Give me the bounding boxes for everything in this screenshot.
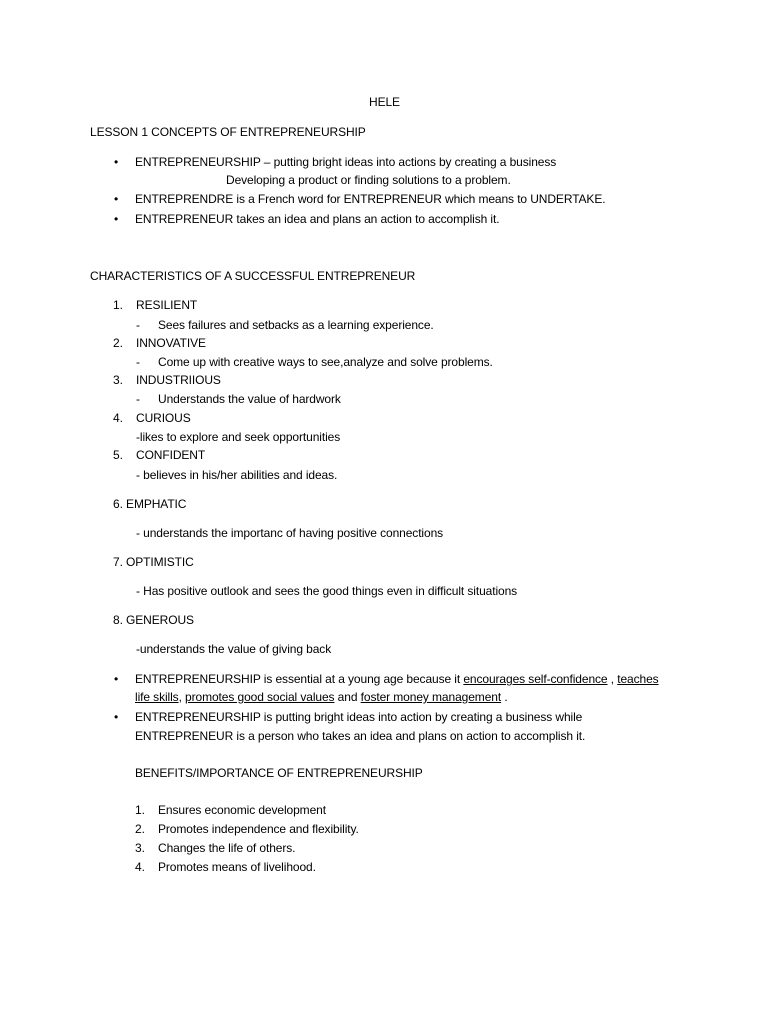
characteristic-name: RESILIENT <box>136 298 198 312</box>
separator: , <box>607 672 618 686</box>
characteristic-name: CURIOUS <box>136 411 191 425</box>
lesson-heading: LESSON 1 CONCEPTS OF ENTREPRENEURSHIP <box>90 125 366 139</box>
list-number: 1. <box>135 803 145 817</box>
characteristic-name: INNOVATIVE <box>136 336 206 350</box>
essential-paragraph-line2 <box>135 689 508 705</box>
list-number: 2. <box>135 822 145 836</box>
bullet-icon: • <box>114 672 119 686</box>
characteristic-desc: - understands the importanc of having positive connections <box>136 526 444 540</box>
concept-item-continuation: Developing a product or finding solutions to a problem. <box>226 173 511 187</box>
list-number: 2. <box>113 336 123 350</box>
essential-paragraph-line1 <box>135 671 659 687</box>
separator: , <box>178 690 186 704</box>
list-number: 4. <box>113 411 123 425</box>
benefit-item: Promotes means of livelihood. <box>158 860 316 874</box>
document-title: HELE <box>369 95 400 109</box>
essential-text: ENTREPRENEURSHIP is essential at a young age because it <box>135 672 464 686</box>
benefit-item: Promotes independence and flexibility. <box>158 822 359 836</box>
list-number: 3. <box>113 373 123 387</box>
characteristic-desc: - Has positive outlook and sees the good things even in difficult situations <box>136 584 518 598</box>
characteristic-desc: Sees failures and setbacks as a learning experience. <box>158 318 434 332</box>
underlined-phrase: life skills <box>135 690 179 704</box>
characteristic-desc: Come up with creative ways to see,analyze and solve problems. <box>158 355 493 369</box>
characteristic-name: 8. GENEROUS <box>113 613 194 627</box>
list-dash: - <box>136 392 140 406</box>
concept-item: ENTREPRENEURSHIP – putting bright ideas into actions by creating a business <box>135 155 557 169</box>
benefit-item: Ensures economic development <box>158 803 326 817</box>
characteristic-desc: - believes in his/her abilities and ideas. <box>136 468 338 482</box>
benefits-heading: BENEFITS/IMPORTANCE OF ENTREPRENEURSHIP <box>135 766 423 780</box>
underlined-phrase: promotes good social values <box>185 690 335 704</box>
list-dash: - <box>136 355 140 369</box>
characteristic-name: INDUSTRIIOUS <box>136 373 221 387</box>
characteristic-name: CONFIDENT <box>136 448 206 462</box>
list-number: 5. <box>113 448 123 462</box>
underlined-phrase: foster money management <box>360 690 502 704</box>
bullet-icon: • <box>114 710 119 724</box>
characteristic-desc: Understands the value of hardwork <box>158 392 341 406</box>
characteristic-name: 7. OPTIMISTIC <box>113 555 194 569</box>
definition-line: ENTREPRENEURSHIP is putting bright ideas into action by creating a business while <box>135 710 583 724</box>
underlined-phrase: teaches <box>617 672 659 686</box>
underlined-phrase: encourages self-confidence <box>463 672 608 686</box>
list-dash: - <box>136 318 140 332</box>
list-number: 1. <box>113 298 123 312</box>
characteristics-heading: CHARACTERISTICS OF A SUCCESSFUL ENTREPRENEUR <box>90 269 416 283</box>
separator: and <box>334 690 361 704</box>
definition-line: ENTREPRENEUR is a person who takes an idea and plans on action to accomplish it. <box>135 729 586 743</box>
list-number: 3. <box>135 841 145 855</box>
concept-item: ENTREPRENEUR takes an idea and plans an action to accomplish it. <box>135 212 500 226</box>
bullet-icon: • <box>114 155 119 169</box>
list-number: 4. <box>135 860 145 874</box>
concept-item: ENTREPRENDRE is a French word for ENTREPRENEUR which means to UNDERTAKE. <box>135 192 606 206</box>
characteristic-desc: -likes to explore and seek opportunities <box>136 430 341 444</box>
bullet-icon: • <box>114 212 119 226</box>
benefit-item: Changes the life of others. <box>158 841 296 855</box>
characteristic-desc: -understands the value of giving back <box>136 642 332 656</box>
separator: . <box>501 690 508 704</box>
characteristic-name: 6. EMPHATIC <box>113 497 187 511</box>
bullet-icon: • <box>114 192 119 206</box>
